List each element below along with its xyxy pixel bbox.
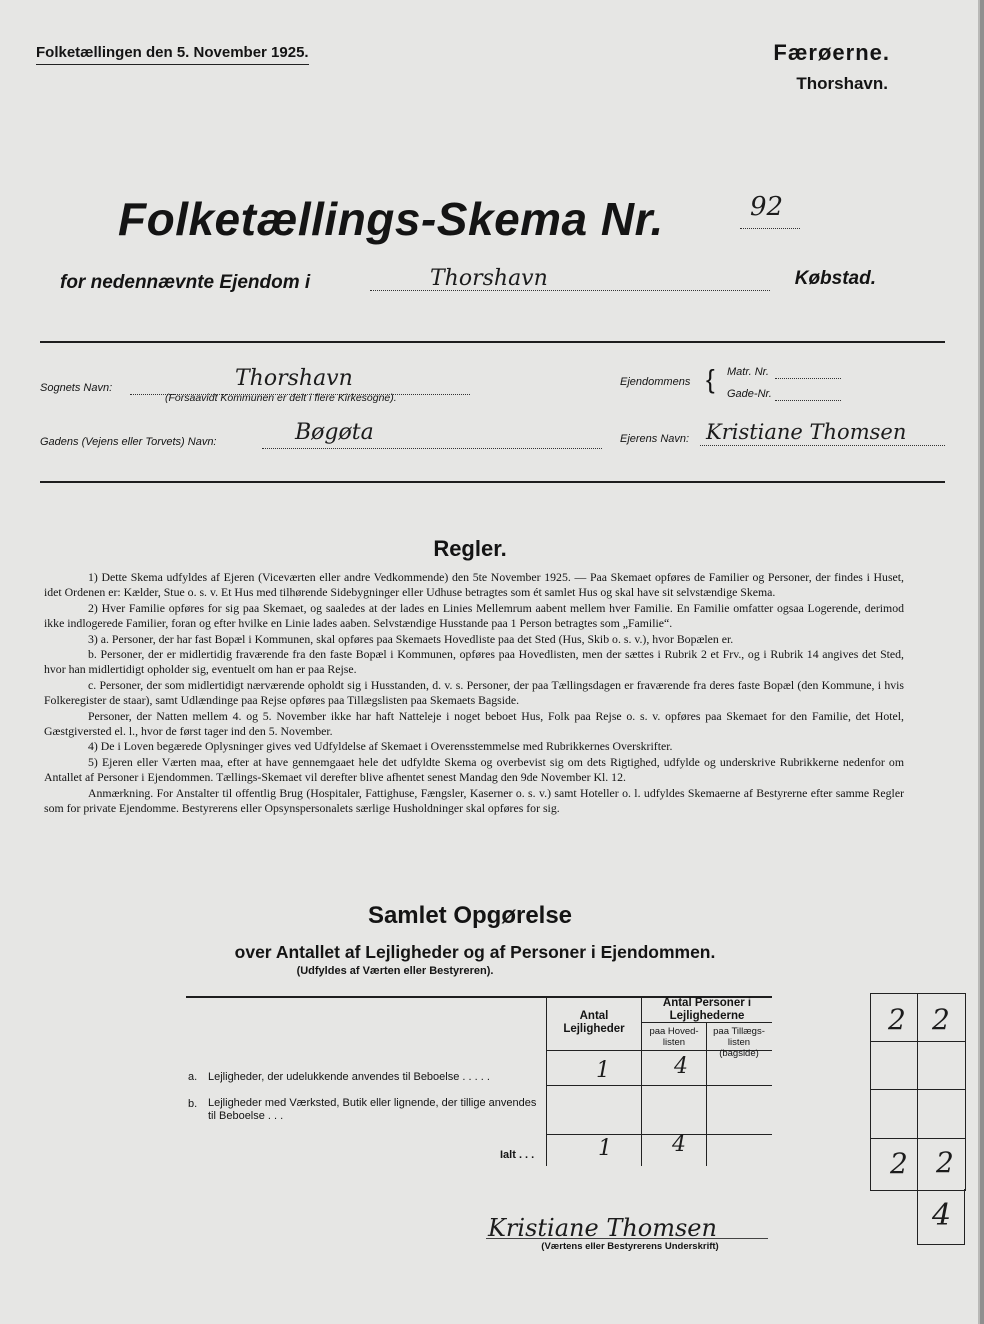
col-personer-header: Antal Personer i Lejlighederne [662, 997, 752, 1022]
street-value: Bøgøta [295, 420, 374, 445]
street-line [262, 448, 602, 449]
summary-title: Samlet Opgørelse [367, 902, 573, 929]
gade-nr-line [775, 400, 841, 401]
row-a-antal: 1 [596, 1058, 610, 1083]
summary-note: (Udfyldes af Værten eller Bestyreren). [296, 965, 494, 977]
street-label: Gadens (Vejens eller Torvets) Navn: [40, 436, 217, 448]
rule-paragraph: Personer, der Natten mellem 4. og 5. November ikke har haft Natteleje i noget beboet Hus, Folk paa Rejse o. s. v. opføres paa Skemaet for den Familie, det Hotel, Gæstgiversted el. l., hvor de først tager ind den 5. November. [44, 708, 904, 739]
rule-paragraph: 2) Hver Familie opføres for sig paa Skemaet, og saaledes at der lades en Linies Mellemrum aabent mellem hver Familie. En Familie omfatter ogsaa Logerende, derimod ikke indlogerede Familier, foran og efter hvilke en Linie lades aaben. Selvstændige Husstande paa 1 Person betragtes som „Familie“. [44, 600, 904, 631]
tally-r4c1: 2 [890, 1147, 908, 1180]
parish-note: (Forsaavidt Kommunen er delt i flere Kirkesogne). [165, 392, 397, 404]
signature: Kristiane Thomsen [488, 1214, 717, 1242]
rule-paragraph: 3) a. Personer, der har fast Bopæl i Kommunen, skal opføres paa Skemaets Hovedliste paa det Sted (Hus, Skib o. s. v.), hvor Bopælen er. [88, 631, 734, 646]
form-title: Folketællings-Skema Nr. [118, 193, 664, 245]
col-antal-header: Antal Lejligheder [563, 1010, 625, 1035]
rule-paragraph: b. Personer, der er midlertidig fraværende fra den faste Bopæl i Kommunen, opføres paa Hovedlisten, men der sættes i Rubrik 2 et Frv., og i Rubrik 14 angives det Sted, hvor han midlertidigt opholder sig, eventuelt om han er paa Rejse. [44, 647, 904, 677]
row-b-text: Lejligheder med Værksted, Butik eller lignende, der tillige anvendes til Beboelse . . . [208, 1097, 537, 1122]
row-a-hoved: 4 [674, 1054, 688, 1079]
rules-title: Regler. [433, 536, 507, 561]
property-brace: { [706, 364, 715, 394]
tally-grid-line [964, 1189, 965, 1244]
matr-label: Matr. Nr. [727, 366, 769, 378]
ialt-label: Ialt . . . [500, 1149, 535, 1161]
top-divider [40, 341, 945, 343]
signature-line [486, 1238, 768, 1239]
col-hoved-header: paa Hoved-listen [649, 1026, 699, 1048]
table-row-line [546, 1134, 772, 1135]
municipality-value: Thorshavn [430, 266, 548, 291]
parish-label: Sognets Navn: [40, 382, 113, 394]
owner-label: Ejerens Navn: [620, 433, 690, 445]
col-tillaeg-header: paa Tillægs-listen (bagside) [713, 1026, 765, 1059]
fields-divider [40, 481, 945, 483]
table-col-line [546, 998, 547, 1166]
summary-subtitle: over Antallet af Lejligheder og af Personer i Ejendommen. [234, 942, 716, 962]
owner-line [700, 445, 945, 446]
rule-paragraph: 1) Dette Skema udfyldes af Ejeren (Viceværten eller andre Vedkommende) den 5te November 1925. — Paa Skemaet opføres de Familier og Personer, der findes i Huset, idet Ordenen er: Kælder, Stue o. s. v. Et Hus med tilhørende Sidebygninger eller Udhuse betragtes som ét samlet Hus og skal have sit selvstændige Skema. [44, 570, 904, 600]
gade-nr-label: Gade-Nr. [727, 388, 772, 400]
title-number-line [740, 228, 800, 229]
property-suffix: Købstad. [794, 268, 876, 289]
tally-grid-line [870, 1041, 965, 1042]
rule-paragraph: 5) Ejeren eller Værten maa, efter at have gennemgaaet hele det udfyldte Skema og overbevist sig om dets Rigtighed, udfylde og underskrive Rubrikkerne nedenfor om Antallet af Personer i Ejendommen. Tællings-Skemaet vil derefter blive afhentet senest Mandag den 9de November Kl. 12. [44, 754, 904, 785]
rules-text [44, 570, 904, 817]
town-heading: Thorshavn. [796, 74, 888, 93]
table-col-line [706, 1023, 707, 1166]
region-heading: Færøerne. [773, 40, 890, 65]
tally-grid-line [917, 993, 918, 1244]
signature-note: (Værtens eller Bestyrerens Underskrift) [541, 1241, 719, 1252]
ialt-hoved: 4 [672, 1132, 686, 1157]
table-row-line [546, 1085, 772, 1086]
owner-value: Kristiane Thomsen [706, 420, 907, 444]
row-a-text: Lejligheder, der udelukkende anvendes til Beboelse . . . . . [208, 1071, 490, 1083]
tally-grid-line [870, 1089, 965, 1090]
rule-note: Anmærkning. For Anstalter til offentlig Brug (Hospitaler, Fattighuse, Fængsler, Kaserner o. s. v.) samt Hoteller o. l. udfyldes Skemaerne af Bestyrerne efter samme Regler som for private Ejendomme. Bestyrerens eller Opsynspersonalets særlige Husholdninger skal opføres for sig. [44, 785, 904, 816]
rule-paragraph: 4) De i Loven begærede Oplysninger gives ved Udfyldelse af Skemaet i Overensstemmelse med Rubrikkernes Overskrifter. [88, 739, 673, 754]
row-a-letter: a. [188, 1071, 198, 1083]
ialt-antal: 1 [598, 1136, 612, 1161]
rule-paragraph: c. Personer, der som midlertidigt nærværende opholdt sig i Husstanden, d. v. s. Personer, der paa Tællingsdagen er fraværende fra deres faste Bopæl (den Kommune, i hvis Folkeregister de staar), samt Udlændinge paa Rejse opføres paa Tillægslisten paa Skemaets Bagside. [44, 677, 904, 708]
census-date-heading: Folketællingen den 5. November 1925. [36, 44, 309, 65]
form-number: 92 [750, 192, 784, 222]
property-prefix: for nedennævnte Ejendom i [60, 272, 311, 293]
property-label: Ejendommens [620, 376, 691, 388]
row-b-letter: b. [188, 1098, 198, 1110]
tally-r4c2: 2 [936, 1146, 954, 1179]
tally-r1c1: 2 [888, 1003, 906, 1036]
tally-grid-line [917, 1244, 965, 1245]
table-col-line [641, 998, 642, 1166]
matr-line [775, 378, 841, 379]
tally-r5c2: 4 [932, 1198, 952, 1233]
parish-value: Thorshavn [235, 366, 353, 391]
tally-grid-line [870, 1138, 965, 1139]
tally-r1c2: 2 [932, 1003, 950, 1036]
